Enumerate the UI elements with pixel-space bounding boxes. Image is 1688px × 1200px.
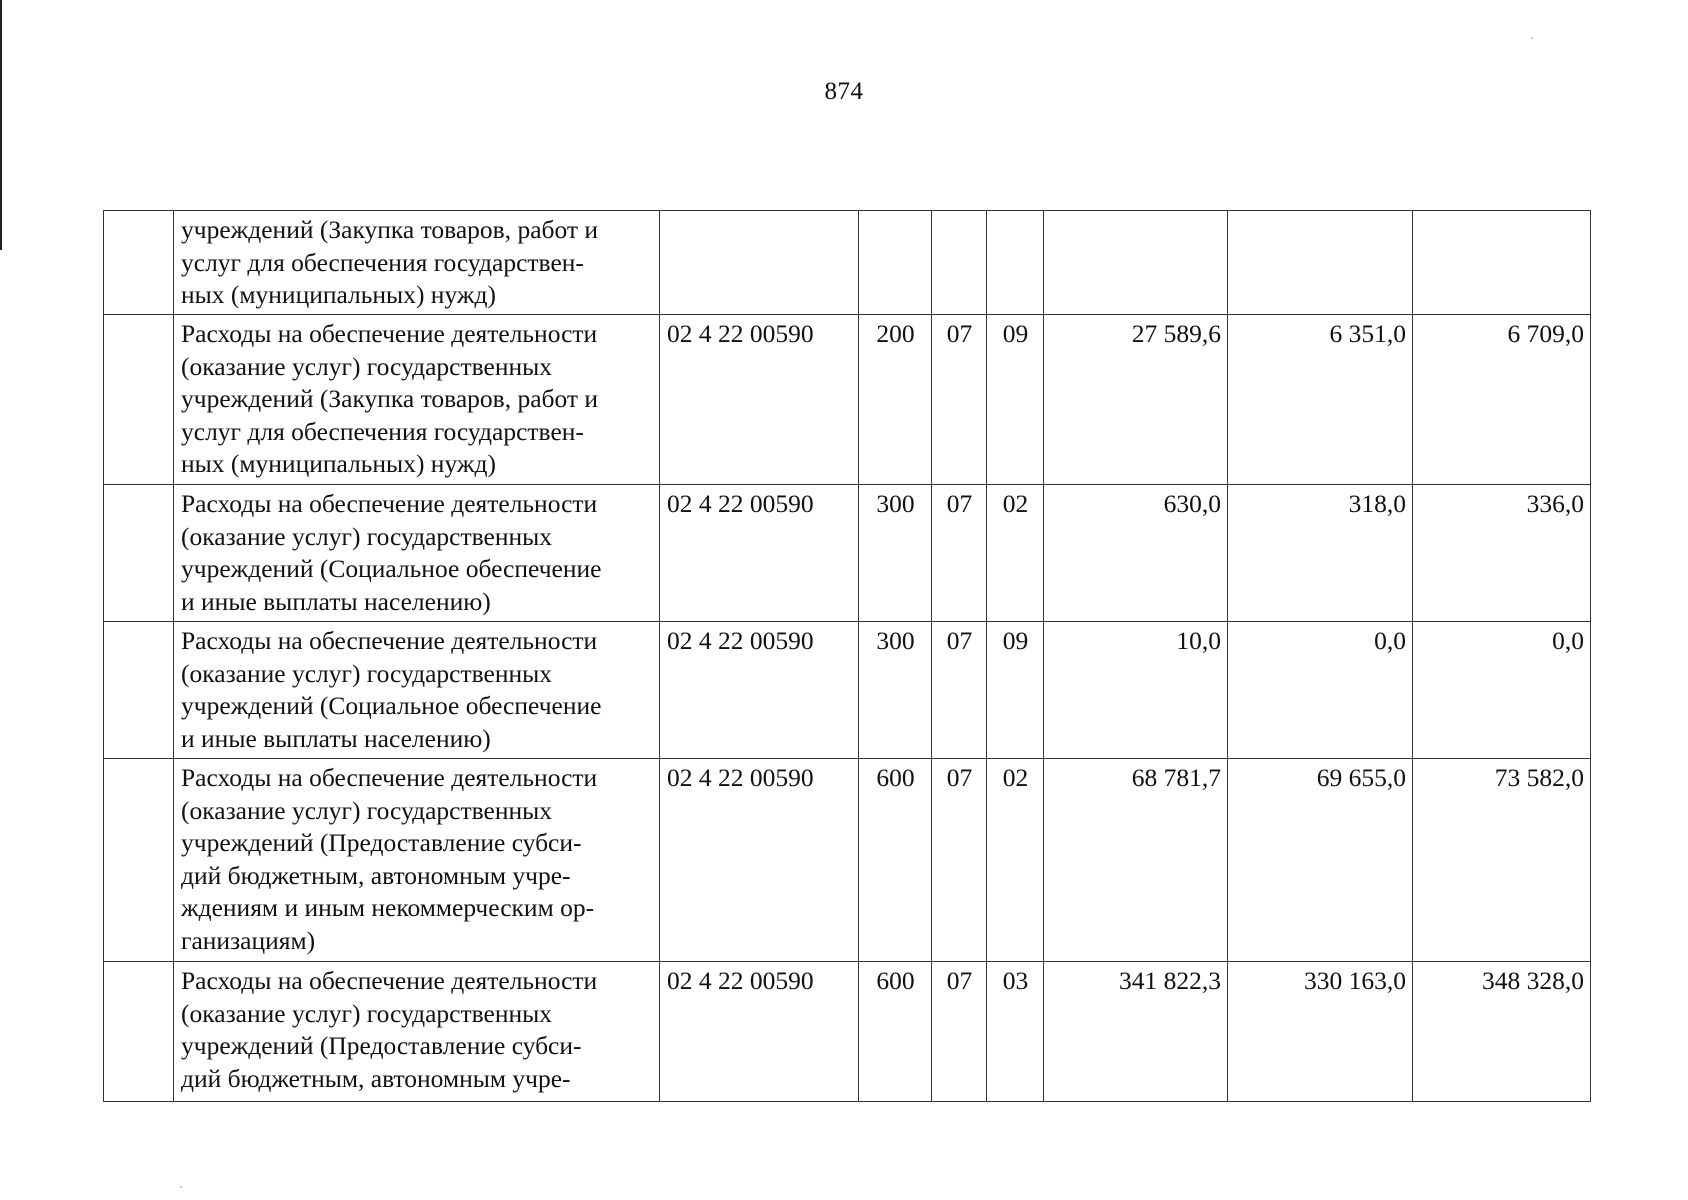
subsection-cell: 02: [987, 759, 1044, 962]
amount-year-1-cell: 630,0: [1044, 485, 1228, 622]
amount-year-1-cell: 27 589,6: [1044, 315, 1228, 485]
scan-speck: [180, 1186, 182, 1188]
description-cell: [174, 315, 660, 485]
description-cell: [174, 962, 660, 1102]
description-line: дий бюджетным, автономным учре-: [181, 860, 571, 890]
description-line: учреждений (Социальное обеспечение: [181, 691, 602, 720]
table-row: [104, 759, 1591, 962]
amount-year-1-cell: 10,0: [1044, 622, 1228, 759]
expense-type-cell: 200: [859, 315, 932, 485]
row-number-cell: [104, 962, 174, 1102]
amount-year-3-cell: 73 582,0: [1413, 759, 1591, 962]
description-cell: [174, 211, 660, 315]
table-row: [104, 485, 1591, 622]
subsection-cell: 03: [987, 962, 1044, 1102]
target-code-cell: 02 4 22 00590: [660, 962, 859, 1102]
description-line: учреждений (Закупка товаров, работ и: [181, 384, 599, 413]
description-cell: [174, 485, 660, 622]
amount-year-3-cell: 6 709,0: [1413, 315, 1591, 485]
amount-year-2-cell: 0,0: [1228, 622, 1413, 759]
description-cell: [174, 622, 660, 759]
description-line: (оказание услуг) государственных: [181, 998, 553, 1028]
target-code-cell: 02 4 22 00590: [660, 759, 859, 962]
description-line: и иные выплаты населению): [181, 723, 491, 753]
table-body: [104, 211, 1591, 1102]
target-code-cell: 02 4 22 00590: [660, 485, 859, 622]
amount-year-3-cell: 348 328,0: [1413, 962, 1591, 1102]
description-line: ганизациям): [181, 925, 316, 955]
section-cell: 07: [932, 315, 987, 485]
description-line: учреждений (Социальное обеспечение: [181, 554, 602, 583]
description-line: ждениям и иным некоммерческим ор-: [181, 893, 595, 922]
subsection-cell: 09: [987, 622, 1044, 759]
description-line: ных (муниципальных) нужд): [181, 449, 496, 478]
description-line: (оказание услуг) государственных: [181, 351, 553, 381]
amount-year-2-cell: 318,0: [1228, 485, 1413, 622]
amount-year-2-cell: [1228, 211, 1413, 315]
description-line: Расходы на обеспечение деятельности: [181, 626, 598, 655]
row-number-cell: [104, 315, 174, 485]
section-cell: 07: [932, 962, 987, 1102]
page-number: 874: [824, 78, 864, 105]
section-cell: 07: [932, 759, 987, 962]
description-line: учреждений (Предоставление субси-: [181, 1031, 582, 1060]
row-number-cell: [104, 759, 174, 962]
description-line: (оказание услуг) государственных: [181, 795, 553, 825]
description-line: услуг для обеспечения государствен-: [181, 247, 584, 277]
amount-year-1-cell: 341 822,3: [1044, 962, 1228, 1102]
subsection-cell: 02: [987, 485, 1044, 622]
subsection-cell: [987, 211, 1044, 315]
expense-type-cell: [859, 211, 932, 315]
row-number-cell: [104, 485, 174, 622]
row-number-cell: [104, 622, 174, 759]
section-cell: 07: [932, 622, 987, 759]
left-margin-line: [0, 0, 2, 250]
amount-year-2-cell: 6 351,0: [1228, 315, 1413, 485]
description-line: учреждений (Закупка товаров, работ и: [181, 215, 599, 244]
amount-year-3-cell: [1413, 211, 1591, 315]
expense-type-cell: 300: [859, 622, 932, 759]
description-line: ных (муниципальных) нужд): [181, 280, 496, 309]
table-row: [104, 622, 1591, 759]
description-line: (оказание услуг) государственных: [181, 658, 553, 688]
description-line: Расходы на обеспечение деятельности: [181, 763, 598, 792]
description-line: (оказание услуг) государственных: [181, 521, 553, 551]
description-line: Расходы на обеспечение деятельности: [181, 489, 598, 518]
scan-speck: [1531, 37, 1533, 39]
expense-type-cell: 600: [859, 962, 932, 1102]
amount-year-3-cell: 336,0: [1413, 485, 1591, 622]
amount-year-1-cell: [1044, 211, 1228, 315]
amount-year-1-cell: 68 781,7: [1044, 759, 1228, 962]
description-line: учреждений (Предоставление субси-: [181, 828, 582, 857]
target-code-cell: 02 4 22 00590: [660, 315, 859, 485]
section-cell: 07: [932, 485, 987, 622]
amount-year-3-cell: 0,0: [1413, 622, 1591, 759]
description-line: услуг для обеспечения государствен-: [181, 416, 584, 446]
description-line: и иные выплаты населению): [181, 586, 491, 616]
table-row: [104, 962, 1591, 1102]
target-code-cell: 02 4 22 00590: [660, 622, 859, 759]
row-number-cell: [104, 211, 174, 315]
amount-year-2-cell: 330 163,0: [1228, 962, 1413, 1102]
description-line: Расходы на обеспечение деятельности: [181, 319, 598, 348]
description-line: Расходы на обеспечение деятельности: [181, 966, 598, 995]
section-cell: [932, 211, 987, 315]
expense-type-cell: 300: [859, 485, 932, 622]
target-code-cell: [660, 211, 859, 315]
table-row: [104, 315, 1591, 485]
budget-table: [103, 210, 1591, 1102]
subsection-cell: 09: [987, 315, 1044, 485]
table-row: [104, 211, 1591, 315]
description-cell: [174, 759, 660, 962]
expense-type-cell: 600: [859, 759, 932, 962]
description-line: дий бюджетным, автономным учре-: [181, 1063, 571, 1093]
amount-year-2-cell: 69 655,0: [1228, 759, 1413, 962]
